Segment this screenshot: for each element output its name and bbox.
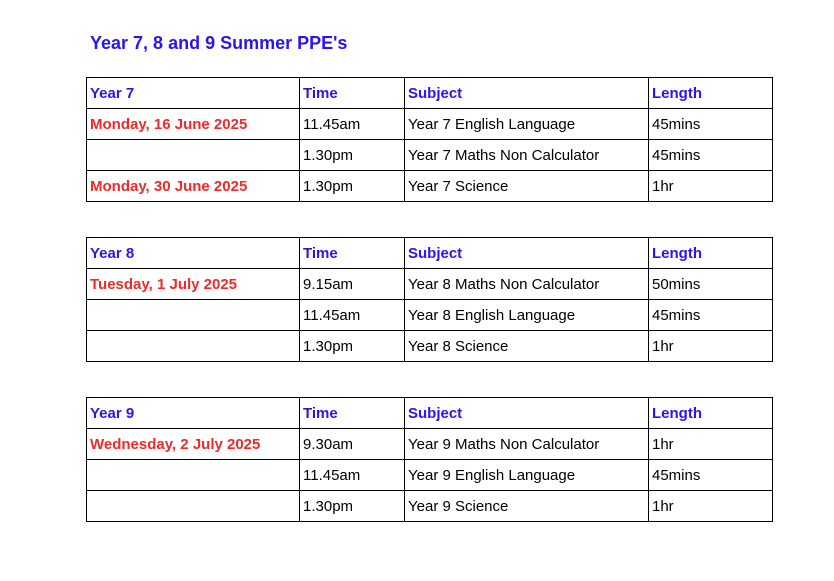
table-row xyxy=(87,491,773,522)
subject-header: Subject xyxy=(405,78,649,109)
date-cell xyxy=(87,331,300,362)
length-header: Length xyxy=(649,78,773,109)
time-cell: 11.45am xyxy=(300,109,405,140)
table-header-row xyxy=(87,78,773,109)
time-cell: 9.15am xyxy=(300,269,405,300)
year-header: Year 9 xyxy=(87,398,300,429)
year-header: Year 8 xyxy=(87,238,300,269)
subject-cell: Year 9 English Language xyxy=(405,460,649,491)
subject-header: Subject xyxy=(405,398,649,429)
length-cell: 1hr xyxy=(649,171,773,202)
length-cell: 45mins xyxy=(649,140,773,171)
table-row xyxy=(87,331,773,362)
table-row xyxy=(87,140,773,171)
year-8-timetable xyxy=(86,237,773,362)
length-cell: 1hr xyxy=(649,491,773,522)
time-header: Time xyxy=(300,78,405,109)
subject-cell: Year 9 Science xyxy=(405,491,649,522)
date-cell: Tuesday, 1 July 2025 xyxy=(87,269,300,300)
table-row xyxy=(87,300,773,331)
table-row xyxy=(87,429,773,460)
time-cell: 9.30am xyxy=(300,429,405,460)
length-header: Length xyxy=(649,238,773,269)
date-cell: Wednesday, 2 July 2025 xyxy=(87,429,300,460)
length-cell: 1hr xyxy=(649,429,773,460)
table-row xyxy=(87,460,773,491)
date-cell: Monday, 16 June 2025 xyxy=(87,109,300,140)
date-cell xyxy=(87,300,300,331)
table-header-row xyxy=(87,238,773,269)
time-cell: 1.30pm xyxy=(300,331,405,362)
length-cell: 45mins xyxy=(649,109,773,140)
table-row xyxy=(87,269,773,300)
page-title: Year 7, 8 and 9 Summer PPE's xyxy=(90,33,348,53)
length-cell: 1hr xyxy=(649,331,773,362)
subject-cell: Year 7 Maths Non Calculator xyxy=(405,140,649,171)
table-header-row xyxy=(87,398,773,429)
subject-cell: Year 8 Science xyxy=(405,331,649,362)
time-cell: 1.30pm xyxy=(300,140,405,171)
time-cell: 1.30pm xyxy=(300,491,405,522)
time-cell: 1.30pm xyxy=(300,171,405,202)
subject-cell: Year 7 English Language xyxy=(405,109,649,140)
year-header: Year 7 xyxy=(87,78,300,109)
time-cell: 11.45am xyxy=(300,300,405,331)
time-header: Time xyxy=(300,398,405,429)
length-cell: 50mins xyxy=(649,269,773,300)
time-header: Time xyxy=(300,238,405,269)
subject-cell: Year 8 Maths Non Calculator xyxy=(405,269,649,300)
subject-cell: Year 7 Science xyxy=(405,171,649,202)
date-cell: Monday, 30 June 2025 xyxy=(87,171,300,202)
subject-cell: Year 8 English Language xyxy=(405,300,649,331)
year-9-timetable xyxy=(86,397,773,522)
date-cell xyxy=(87,460,300,491)
length-cell: 45mins xyxy=(649,460,773,491)
date-cell xyxy=(87,140,300,171)
date-cell xyxy=(87,491,300,522)
subject-cell: Year 9 Maths Non Calculator xyxy=(405,429,649,460)
length-header: Length xyxy=(649,398,773,429)
table-row xyxy=(87,109,773,140)
table-row xyxy=(87,171,773,202)
time-cell: 11.45am xyxy=(300,460,405,491)
subject-header: Subject xyxy=(405,238,649,269)
length-cell: 45mins xyxy=(649,300,773,331)
year-7-timetable xyxy=(86,77,773,202)
